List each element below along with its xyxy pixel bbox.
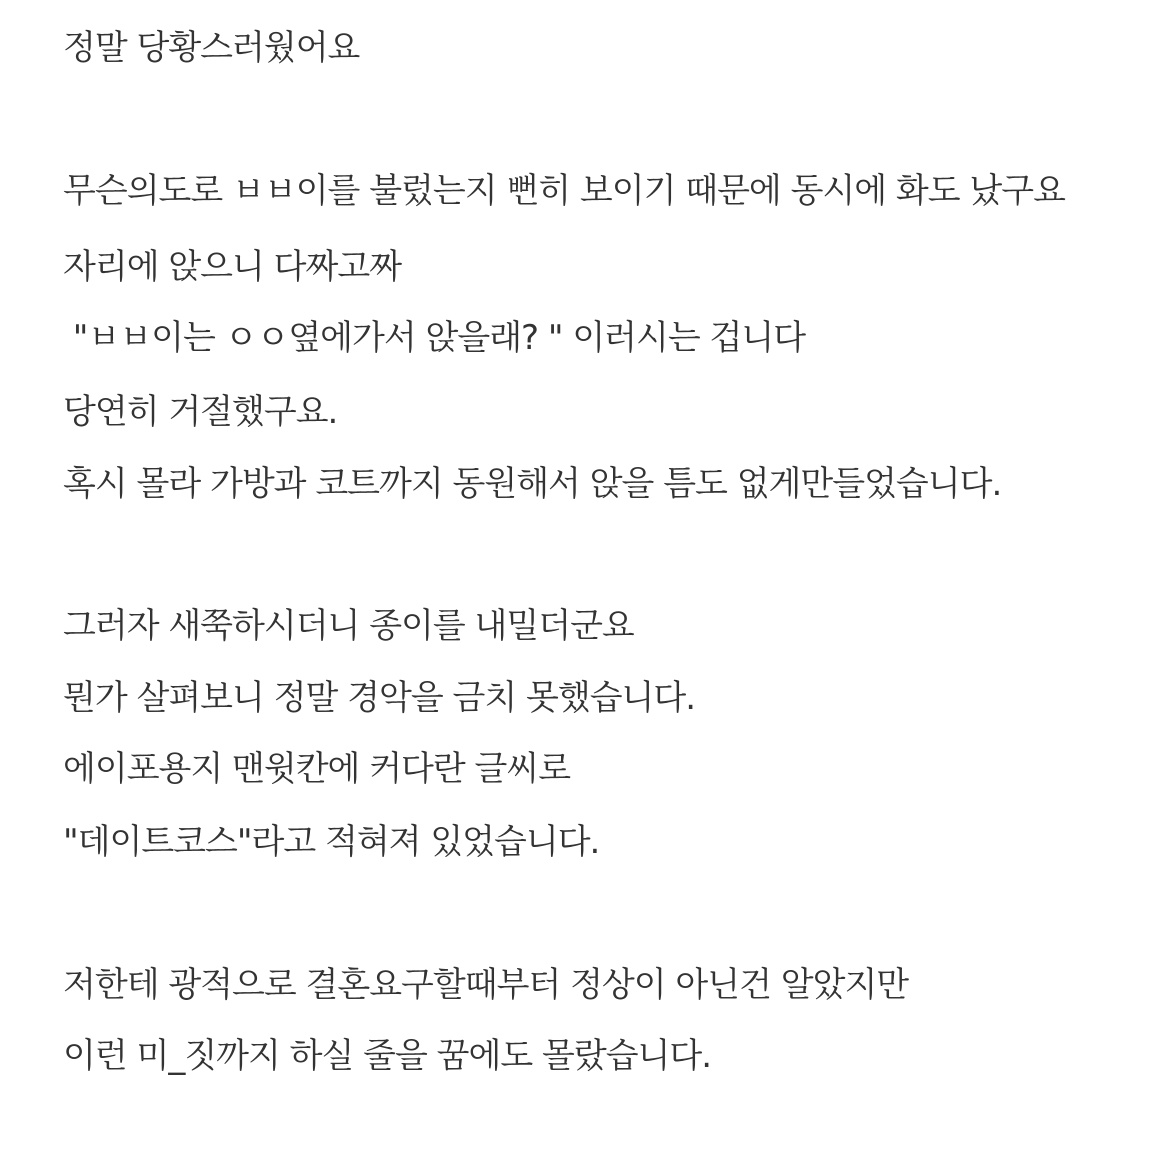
text-line: 정말 당황스러웠어요 xyxy=(63,28,360,68)
text-line: 저한테 광적으로 결혼요구할때부터 정상이 아닌건 알았지만 xyxy=(63,965,909,1005)
text-line: 그러자 새쭉하시더니 종이를 내밀더군요 xyxy=(63,606,634,646)
text-line: 자리에 앉으니 다짜고짜 xyxy=(63,247,402,287)
text-line: 무슨의도로 ㅂㅂ이를 불렀는지 뻔히 보이기 때문에 동시에 화도 났구요 xyxy=(63,171,1065,211)
text-line: 이런 미_짓까지 하실 줄을 꿈에도 몰랐습니다. xyxy=(63,1036,712,1076)
text-line: 뭔가 살펴보니 정말 경악을 금치 못했습니다. xyxy=(63,678,696,718)
text-line: 혹시 몰라 가방과 코트까지 동원해서 앉을 틈도 없게만들었습니다. xyxy=(63,464,1002,504)
text-line: 당연히 거절했구요. xyxy=(63,392,338,432)
text-line: "데이트코스"라고 적혀져 있었습니다. xyxy=(63,822,600,862)
text-line: 에이포용지 맨윗칸에 커다란 글씨로 xyxy=(63,749,571,789)
text-line: "ㅂㅂ이는 ㅇㅇ옆에가서 앉을래? " 이러시는 겁니다 xyxy=(63,318,806,358)
